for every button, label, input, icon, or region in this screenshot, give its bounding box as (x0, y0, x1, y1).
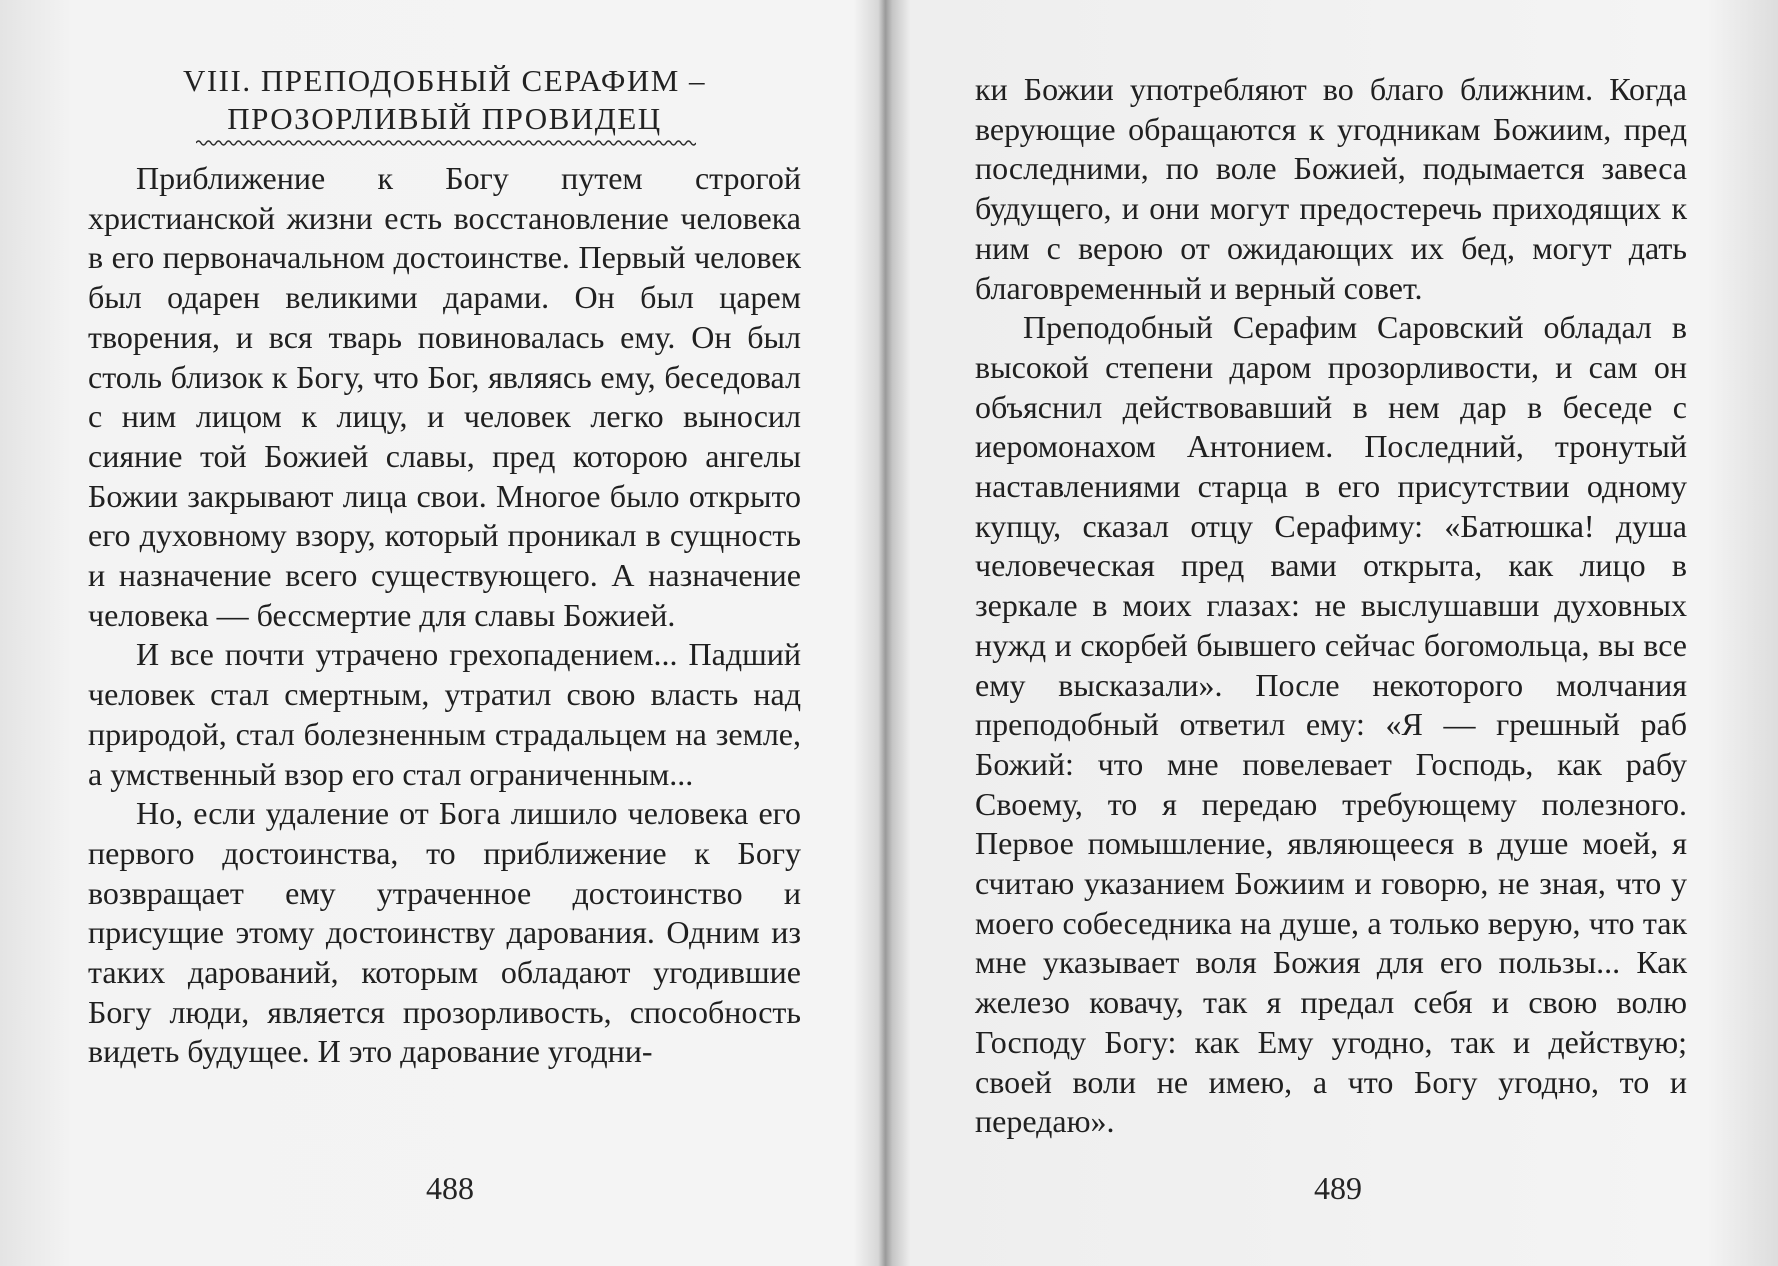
paragraph: Преподобный Серафим Саровский обладал в высокой степени даром прозорливости, и сам он объяснил действовавший в нем дар в беседе с иеромонахом Антонием. Последний, тронутый наставлениями старца в его присутствии одному купцу, сказал отцу Серафиму: «Батюшка! душа человеческая пред вами открыта, как лицо в зеркале в моих глазах: не выслушавши духовных нужд и скорбей бывшего сейчас богомольца, вы все ему высказали». После некоторого молчания преподобный ответил ему: «Я — грешный раб Божий: что мне повелевает Господь, как рабу Своему, то я передаю требующему полезного. Первое помышление, являющееся в душе моей, я считаю указанием Божиим и говорю, не зная, что у моего собеседника на душе, а только верую, что так мне указывает воля Божия для его пользы... Как железо ковачу, так я предал себя и свою волю Господу Богу: как Ему угодно, так и действую; своей воли не имею, а что Богу угодно, то и передаю». (975, 309, 1687, 1140)
chapter-heading-line-2: ПРОЗОРЛИВЫЙ ПРОВИДЕЦ (227, 101, 662, 136)
chapter-heading (88, 62, 801, 138)
paragraph: И все почти утрачено грехопадением... Падший человек стал смертным, утратил свою власть над природой, стал болезненным страдальцем на земле, а умственный взор его стал ограниченным... (88, 636, 801, 792)
right-page (895, 0, 1778, 1266)
paragraph: Но, если удаление от Бога лишило человека его первого достоинства, то приближение к Богу возвращает ему утраченное достоинство и присущие этому достоинству дарования. Одним из таких дарований, которым обладают угодившие Богу люди, является прозорливость, способность видеть будущее. И это дарование угодни- (88, 795, 801, 1070)
paragraph: ки Божии употребляют во благо ближним. Когда верующие обращаются к угодникам Божиим, пред последними, по воле Божией, подымается завеса будущего, и они могут предостеречь приходящих к ним с верою от ожидающих их бед, могут дать благовременный и верный совет. (975, 71, 1687, 306)
page-number: 488 (426, 1170, 474, 1206)
right-page-body (975, 70, 1687, 1142)
chapter-heading-line-1: VIII. ПРЕПОДОБНЫЙ СЕРАФИМ – (182, 63, 707, 98)
paragraph: Приближение к Богу путем строгой христианской жизни есть восстановление человека в его первоначальном достоинстве. Первый человек был одарен великими дарами. Он был царем творения, и вся тварь повиновалась ему. Он был столь близок к Богу, что Бог, являясь ему, беседовал с ним лицом к лицу, и человек легко выносил сияние той Божией славы, пред которою ангелы Божии закрывают лица свои. Многое было открыто его духовному взору, который проникал в сущность и назначение всего существующего. А назначение человека — бессмертие для славы Божией. (88, 160, 801, 633)
page-number: 489 (1314, 1170, 1362, 1206)
left-page-body (88, 159, 801, 1072)
heading-wavy-rule (196, 139, 696, 147)
left-page (0, 0, 875, 1266)
